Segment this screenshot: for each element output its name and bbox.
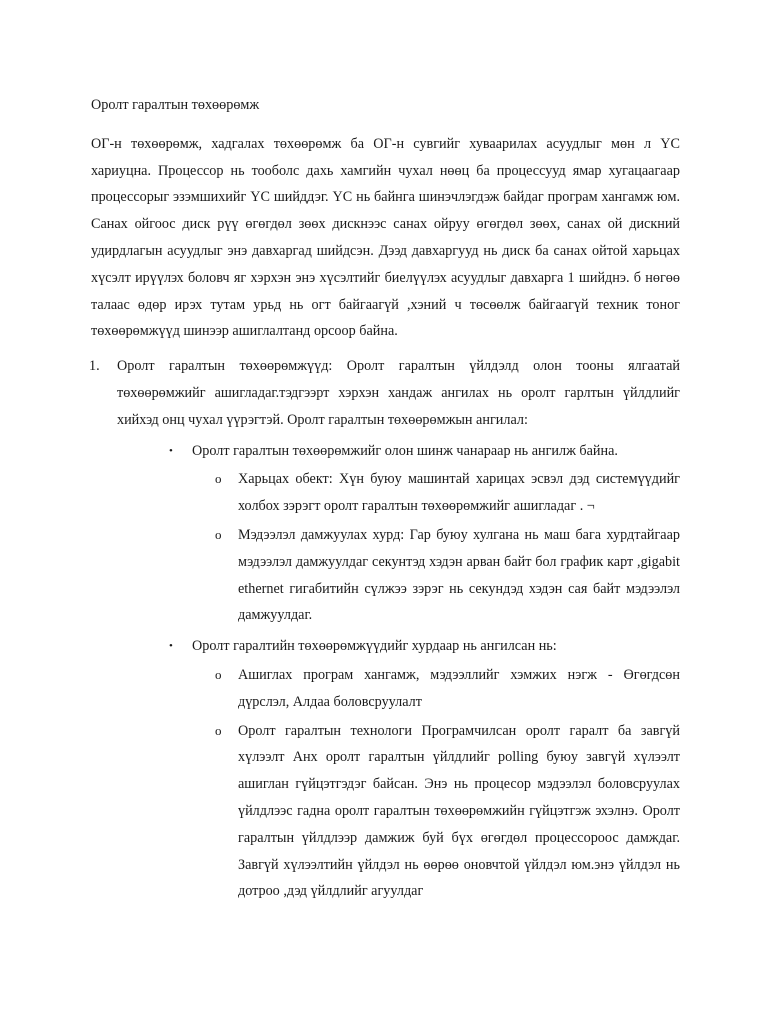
sub-bullet-item — [212, 522, 680, 629]
circle-bullet-icon: o — [215, 526, 222, 542]
list-item — [91, 353, 680, 905]
list-number: 1. — [89, 358, 100, 375]
sub-bullet-list — [192, 662, 680, 905]
bullet-icon: • — [169, 444, 173, 457]
circle-bullet-icon: o — [215, 471, 222, 487]
bullet-item — [166, 633, 680, 905]
bullet-item — [166, 438, 680, 630]
sub-bullet-text: Мэдээлэл дамжуулах хурд: Гар буюу хулгана нь маш бага хурдтайгаар мэдээлэл дамжуулдаг секунтэд хэдэн арван байт бол график карт ,gigabit ethernet гигабитийн сүлжээ зэрэг нь секундэд хэдэн сая байт мэдээлэл дамжуулдаг. — [238, 526, 680, 624]
list-item-text: Оролт гаралтын төхөөрөмжүүд: Оролт гаралтын үйлдэлд олон тооны ялгаатай төхөөрөмжийг ашигладаг.тэдгээрт хэрхэн хандаж ангилах нь оролт гарлтын үйлдлийг хийхэд онц чухал үүрэгтэй. Оролт гаралтын төхөөрөмжын ангилал: — [117, 358, 680, 428]
sub-bullet-item — [212, 718, 680, 906]
sub-bullet-text: Харьцах обект: Хүн буюу машинтай харицах эсвэл дэд системүүдийг холбох зэрэгт оролт гаралтын төхөөрөмжийг ашигладаг . ¬ — [238, 471, 680, 515]
numbered-list — [91, 353, 680, 905]
sub-bullet-text: Ашиглах програм хангамж, мэдээллийг хэмжих нэгж - Өгөгдсөн дүрслэл, Алдаа боловсруулалт — [238, 666, 680, 710]
document-title: Оролт гаралтын төхөөрөмж — [91, 97, 260, 113]
bullet-text: Оролт гаралтийн төхөөрөмжүүдийг хурдаар нь ангилсан нь: — [192, 638, 557, 655]
sub-bullet-text: Оролт гаралтын технологи Програмчилсан оролт гаралт ба завгүй хүлээлт Анх оролт гаралтын үйлдлийг polling буюу завгүй хүлээлт ашиглан гүйцэтгэдэг байсан. Энэ нь процесор мэдээлэл боловсруулах үйлдлээс гадна оролт гаралтын төхөөрөмжийн гүйцэтгэж эхэлнэ. Оролт гаралтын үйлдлээр дамжиж буй бүх өгөгдөл процессороос дамждаг. Завгүй хүлээлтийн үйлдэл нь өөрөө оновчтой үйлдэл юм.энэ үйлдэл нь дотроо ,дэд үйлдлийг агуулдаг — [238, 722, 680, 900]
sub-bullet-item — [212, 662, 680, 716]
sub-bullet-list — [192, 466, 680, 629]
bullet-icon: • — [169, 640, 173, 653]
sub-bullet-item — [212, 466, 680, 520]
circle-bullet-icon: o — [215, 666, 222, 682]
bullet-text: Оролт гаралтын төхөөрөмжийг олон шинж чанараар нь ангилж байна. — [192, 442, 618, 459]
intro-paragraph: ОГ-н төхөөрөмж, хадгалах төхөөрөмж ба ОГ-н сувгийг хуваарилах асуудлыг мөн л ҮС хариуцна. Процессор нь тооболс дахь хамгийн чухал нөөц ба процессууд ямар хугацаагаар процессорыг эзэмшихийг ҮС шийддэг. ҮС нь байнга шинэчлэгдэж байдаг програм хангамж юм. Санах ойгоос диск рүү өгөгдөл зөөх дискнээс санах ойруу өгөгдөл зөөх, санах ой дискний удирдлагын асуудлыг энэ давхаргад шийдсэн. Дээд давхаргууд нь диск ба санах ойтой харьцах хүсэлт ирүүлэх боловч яг хэрхэн энэ хүсэлтийг биелүүлэх асуудлыг давхарга 1 шийднэ. б нөгөө талаас өдөр ирэх тутам урьд нь огт байгаагүй ,хэний ч төсөөлж байгаагүй техник тоног төхөөрөмжүүд шинээр ашиглалтанд орсоор байна. — [91, 135, 680, 340]
bullet-list — [117, 438, 680, 906]
circle-bullet-icon: o — [215, 722, 222, 738]
